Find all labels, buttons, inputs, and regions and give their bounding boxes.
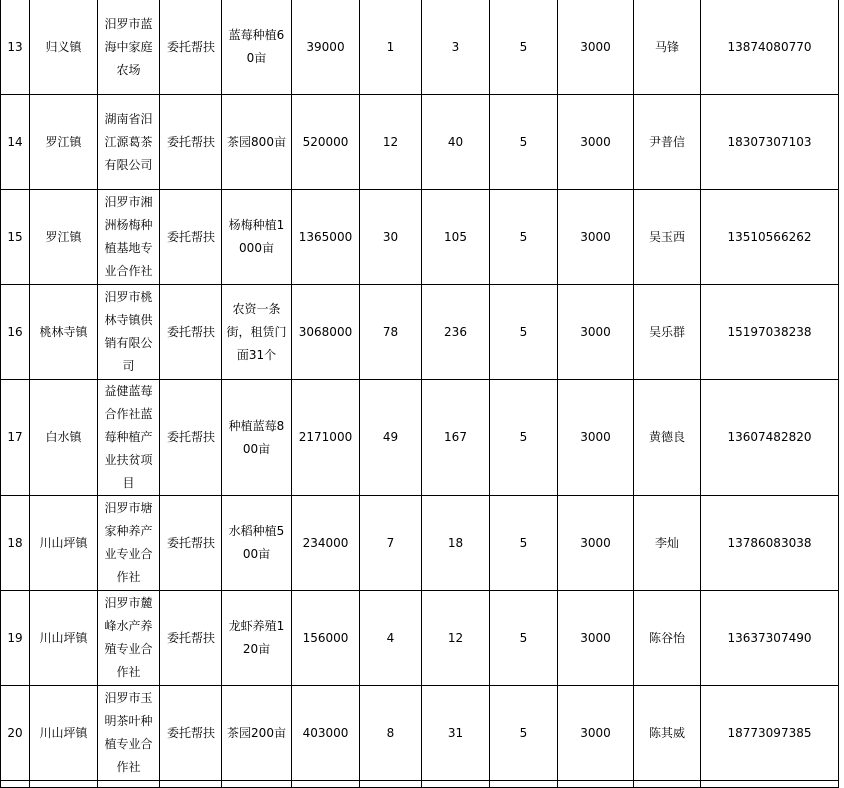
- cell-assistance-mode-text: 委托帮扶: [166, 229, 215, 244]
- cell-households: 30: [360, 190, 422, 285]
- cell-serial-number: 14: [1, 95, 30, 190]
- cell-phone: 13510566262: [701, 190, 839, 285]
- cell-town: 归义镇: [30, 0, 98, 95]
- cell-project-text: 水稻种植500亩: [228, 524, 285, 561]
- cell-town: 川山坪镇: [30, 686, 98, 781]
- cell-people: 18: [422, 496, 490, 591]
- cell-assistance-mode-text: 委托帮扶: [166, 430, 215, 444]
- cell-per-capita: 3000: [558, 380, 634, 496]
- cell-amount: 1365000: [292, 190, 360, 285]
- cell-project: [222, 380, 292, 496]
- cell-empty: [30, 781, 98, 788]
- cell-contact-person: 李灿: [634, 496, 701, 591]
- cell-assistance-mode-text: 委托帮扶: [166, 324, 215, 339]
- cell-enterprise: [98, 380, 160, 496]
- cell-serial-number: 16: [1, 285, 30, 380]
- cell-amount: 403000: [292, 686, 360, 781]
- cell-people: 105: [422, 190, 490, 285]
- cell-phone: 13637307490: [701, 591, 839, 686]
- cell-years: 5: [490, 496, 558, 591]
- cell-serial-number: 19: [1, 591, 30, 686]
- cell-households: 4: [360, 591, 422, 686]
- cell-per-capita: 3000: [558, 190, 634, 285]
- cell-contact-person: 马锋: [634, 0, 701, 95]
- cell-empty: [1, 781, 30, 788]
- cell-people: 3: [422, 0, 490, 95]
- cell-empty: [490, 781, 558, 788]
- cell-years: 5: [490, 591, 558, 686]
- cell-empty: [160, 781, 222, 788]
- cell-enterprise-text: 湖南省汨江源葛茶有限公司: [104, 111, 153, 172]
- cell-assistance-mode: [160, 95, 222, 190]
- cell-empty: [701, 781, 839, 788]
- cell-enterprise-text: 汨罗市玉明茶叶种植专业合作社: [104, 691, 153, 774]
- cell-contact-person: 陈其威: [634, 686, 701, 781]
- cell-town: 川山坪镇: [30, 591, 98, 686]
- cell-town: 白水镇: [30, 380, 98, 496]
- cell-serial-number: 17: [1, 380, 30, 496]
- cell-project: [222, 0, 292, 95]
- cell-assistance-mode: [160, 285, 222, 380]
- cell-contact-person: 吴玉西: [634, 190, 701, 285]
- cell-enterprise: [98, 190, 160, 285]
- cell-assistance-mode: [160, 591, 222, 686]
- cell-enterprise: [98, 686, 160, 781]
- cell-project: [222, 190, 292, 285]
- cell-empty: [360, 781, 422, 788]
- cell-enterprise-text: 汨罗市塘家种养产业专业合作社: [104, 501, 153, 584]
- cell-serial-number: 18: [1, 496, 30, 591]
- cell-contact-person: 陈谷怡: [634, 591, 701, 686]
- cell-town: 川山坪镇: [30, 496, 98, 591]
- cell-people: 236: [422, 285, 490, 380]
- cell-empty: [558, 781, 634, 788]
- cell-town: 罗江镇: [30, 190, 98, 285]
- cell-empty: [98, 781, 160, 788]
- table-row: [1, 686, 839, 781]
- table-row: [1, 0, 839, 95]
- cell-project-text: 茶园200亩: [227, 725, 286, 740]
- cell-assistance-mode-text: 委托帮扶: [166, 630, 215, 645]
- cell-phone: 15197038238: [701, 285, 839, 380]
- cell-amount: 520000: [292, 95, 360, 190]
- cell-enterprise-text: 益健蓝莓合作社蓝莓种植产业扶贫项目: [104, 384, 153, 490]
- cell-town: 罗江镇: [30, 95, 98, 190]
- cell-assistance-mode-text: 委托帮扶: [166, 134, 215, 149]
- table-row: [1, 285, 839, 380]
- cell-enterprise-text: 汨罗市麓峰水产养殖专业合作社: [104, 596, 153, 679]
- cell-assistance-mode: [160, 686, 222, 781]
- cell-households: 8: [360, 686, 422, 781]
- cell-per-capita: 3000: [558, 496, 634, 591]
- table-row-partial: [1, 781, 839, 788]
- cell-enterprise: [98, 591, 160, 686]
- cell-years: 5: [490, 190, 558, 285]
- cell-empty: [292, 781, 360, 788]
- cell-people: 167: [422, 380, 490, 496]
- cell-enterprise-text: 汨罗市湘洲杨梅种植基地专业合作社: [104, 195, 153, 278]
- cell-years: 5: [490, 285, 558, 380]
- cell-per-capita: 3000: [558, 285, 634, 380]
- cell-serial-number: 20: [1, 686, 30, 781]
- cell-project: [222, 496, 292, 591]
- cell-years: 5: [490, 95, 558, 190]
- cell-contact-person: 黄德良: [634, 380, 701, 496]
- cell-assistance-mode: [160, 0, 222, 95]
- cell-enterprise-text: 汨罗市桃林寺镇供销有限公司: [104, 290, 153, 373]
- cell-people: 40: [422, 95, 490, 190]
- cell-project-text: 茶园800亩: [227, 134, 286, 149]
- cell-people: 12: [422, 591, 490, 686]
- cell-per-capita: 3000: [558, 686, 634, 781]
- cell-per-capita: 3000: [558, 95, 634, 190]
- cell-contact-person: 吴乐群: [634, 285, 701, 380]
- cell-enterprise: [98, 95, 160, 190]
- cell-project-text: 农资一条街，租赁门面31个: [226, 301, 287, 362]
- cell-assistance-mode-text: 委托帮扶: [166, 535, 215, 550]
- cell-contact-person: 尹普信: [634, 95, 701, 190]
- cell-assistance-mode: [160, 496, 222, 591]
- table-row: [1, 190, 839, 285]
- cell-years: 5: [490, 686, 558, 781]
- cell-per-capita: 3000: [558, 0, 634, 95]
- cell-assistance-mode: [160, 190, 222, 285]
- cell-phone: 18307307103: [701, 95, 839, 190]
- cell-years: 5: [490, 380, 558, 496]
- cell-empty: [634, 781, 701, 788]
- cell-households: 49: [360, 380, 422, 496]
- cell-serial-number: 13: [1, 0, 30, 95]
- cell-per-capita: 3000: [558, 591, 634, 686]
- cell-assistance-mode-text: 委托帮扶: [166, 39, 215, 54]
- cell-amount: 234000: [292, 496, 360, 591]
- cell-serial-number: 15: [1, 190, 30, 285]
- cell-enterprise: [98, 0, 160, 95]
- cell-enterprise-text: 汨罗市蓝海中家庭农场: [104, 16, 153, 77]
- cell-phone: 13786083038: [701, 496, 839, 591]
- cell-amount: 39000: [292, 0, 360, 95]
- cell-years: 5: [490, 0, 558, 95]
- cell-assistance-mode: [160, 380, 222, 496]
- cell-phone: 13607482820: [701, 380, 839, 496]
- cell-empty: [222, 781, 292, 788]
- cell-project: [222, 591, 292, 686]
- cell-town: 桃林寺镇: [30, 285, 98, 380]
- cell-households: 7: [360, 496, 422, 591]
- table-row: [1, 95, 839, 190]
- cell-phone: 13874080770: [701, 0, 839, 95]
- table-body: [1, 0, 839, 788]
- cell-project-text: 种植蓝莓800亩: [228, 418, 285, 456]
- cell-assistance-mode-text: 委托帮扶: [166, 725, 215, 740]
- table-row: [1, 380, 839, 496]
- cell-project-text: 杨梅种植1000亩: [228, 218, 285, 255]
- cell-project-text: 蓝莓种植60亩: [228, 28, 285, 65]
- cell-people: 31: [422, 686, 490, 781]
- cell-amount: 156000: [292, 591, 360, 686]
- cell-households: 1: [360, 0, 422, 95]
- cell-project: [222, 285, 292, 380]
- cell-enterprise: [98, 285, 160, 380]
- cell-project-text: 龙虾养殖120亩: [228, 619, 285, 656]
- cell-households: 78: [360, 285, 422, 380]
- cell-amount: 2171000: [292, 380, 360, 496]
- table-row: [1, 591, 839, 686]
- cell-households: 12: [360, 95, 422, 190]
- cell-amount: 3068000: [292, 285, 360, 380]
- table-row: [1, 496, 839, 591]
- cell-empty: [422, 781, 490, 788]
- cell-project: [222, 686, 292, 781]
- cell-project: [222, 95, 292, 190]
- cell-phone: 18773097385: [701, 686, 839, 781]
- cell-enterprise: [98, 496, 160, 591]
